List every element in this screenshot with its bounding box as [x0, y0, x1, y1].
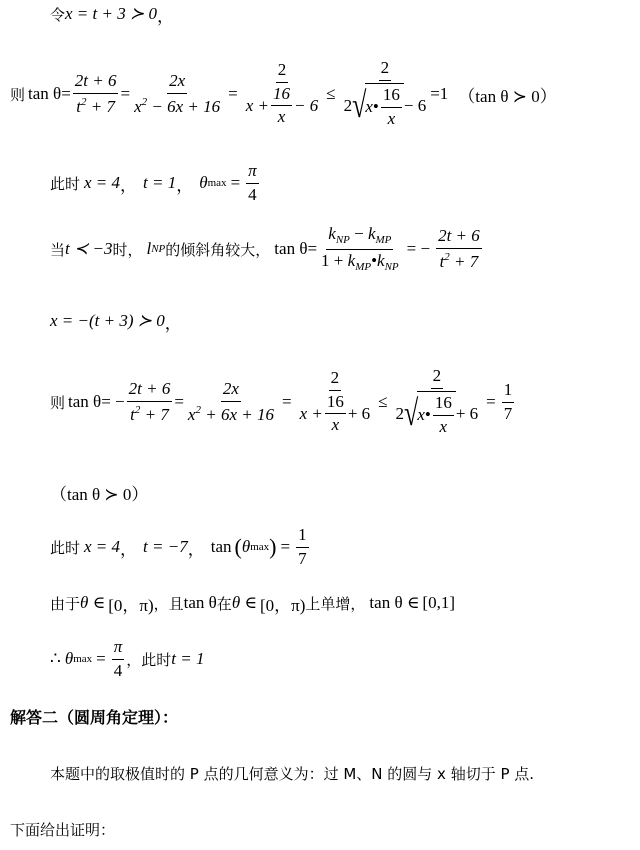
fraction	[244, 61, 321, 127]
numerator: 2	[379, 59, 392, 81]
fraction	[319, 225, 401, 272]
fraction: $\frac{2t + 6}{t^2 + 7}$	[128, 378, 171, 424]
interval: [0，π)	[108, 595, 154, 615]
line-max-result-2: 此时 x = 4 ， t = −7 ， tan ( θ max ) = $\frac{1}{7}$	[50, 524, 307, 568]
condition-note: （tan θ ≻ 0）	[458, 86, 557, 106]
sqrt: √ x • $\frac{16}{x}$	[352, 83, 404, 128]
equals: =	[230, 173, 241, 192]
numerator: 2	[276, 61, 289, 83]
line-case-negative: 当 t ≺ −3 时， l NP 的倾斜角较大， tan θ= $\frac{k_{NP} - k_{MP}}{1 + k_{MP}•k_{NP}}$ = − $\frac{2t + 6}{t^2 + 7}$	[50, 224, 480, 273]
equals: =	[174, 392, 184, 411]
line-conclusion: ∴ θ max = $\frac{\pi}{4}$ ，此时 t = 1	[50, 636, 205, 680]
denominator: $1 + k_{MP}•k_{NP}$	[321, 250, 399, 273]
equals: =	[486, 392, 496, 411]
math-t: t = −7	[143, 537, 188, 556]
text: 的倾斜角较大，	[165, 240, 271, 259]
math-tan: tan θ	[68, 392, 102, 411]
math-l: l	[146, 239, 152, 258]
fraction: $\frac{\pi}{4}$	[248, 160, 257, 204]
math-theta: θ	[199, 173, 208, 192]
text: 当	[50, 240, 66, 259]
punct: ，	[176, 175, 194, 195]
denominator: $t^2 + 7$	[76, 95, 115, 116]
text: 由于	[50, 594, 81, 613]
line-substitution-2	[50, 306, 182, 336]
punct: ，	[120, 539, 138, 559]
footer-text: 下面给出证明：	[10, 820, 116, 839]
less-equal: ≤	[378, 392, 388, 411]
equals: =	[281, 392, 292, 411]
denominator: 2 √ x • $\frac{16}{x}$ − 6	[343, 84, 427, 128]
math-t: t = 1	[143, 173, 177, 192]
math-expr: x = t + 3 ≻ 0	[65, 4, 157, 23]
fraction	[132, 72, 222, 116]
equals-neg: = −	[101, 392, 125, 411]
math-x: x = 4	[84, 173, 121, 192]
math-tan: tan θ	[183, 593, 217, 612]
punct: ，	[187, 539, 205, 559]
math-t: t = 1	[171, 649, 205, 668]
math-expr: x = −(t + 3) ≻ 0	[50, 311, 165, 330]
text: 此时	[50, 538, 81, 557]
interval: [0，π)	[260, 595, 306, 615]
equals: =	[120, 84, 131, 103]
line-condition-note	[50, 478, 148, 506]
line-tan-derivation-2	[50, 356, 516, 448]
math-x: x = 4	[84, 537, 121, 556]
fraction: $\frac{1}{7}$	[503, 379, 513, 423]
result: =1	[430, 84, 449, 103]
fraction: $\frac{\pi}{4}$	[113, 636, 123, 680]
fraction	[73, 72, 119, 116]
equals-neg: = −	[406, 239, 431, 258]
math-tan: tan θ=	[274, 239, 318, 258]
equals: =	[61, 84, 71, 103]
text: 则	[50, 393, 66, 412]
subscript: max	[207, 177, 227, 189]
text: 令	[50, 5, 66, 24]
text: ，且	[153, 594, 184, 613]
equals: =	[96, 649, 106, 668]
line-max-result-1	[50, 158, 261, 208]
punct: ，	[120, 175, 138, 195]
text: 时，	[112, 240, 143, 259]
therefore-symbol: ∴	[50, 649, 61, 668]
line-monotonic	[50, 588, 455, 618]
equals: =	[228, 84, 238, 103]
section-heading: 解答二（圆周角定理）：	[10, 707, 179, 727]
denominator: $x^2 - 6x + 16$	[134, 95, 221, 116]
less-equal: ≤	[326, 84, 336, 103]
punct: ，	[156, 6, 174, 26]
math-theta: θ	[241, 537, 251, 556]
line-substitution	[50, 0, 174, 28]
punct: ，	[164, 313, 182, 333]
denominator: x + $\frac{16}{x}$ − 6	[245, 83, 319, 127]
line-tan-derivation-1	[10, 48, 557, 140]
numerator: 2t + 6	[73, 72, 119, 94]
sqrt: √ x • $\frac{16}{x}$	[404, 391, 456, 436]
fraction: $\frac{2t + 6}{t^2 + 7}$	[438, 225, 480, 271]
math-theta-in: θ ∈	[80, 593, 106, 612]
fraction: 2 x + $\frac{16}{x}$ + 6	[299, 367, 371, 435]
equals: =	[280, 537, 291, 556]
math-tan: tan θ	[28, 84, 62, 103]
text: 在	[216, 594, 232, 613]
numerator: $k_{NP} - k_{MP}$	[326, 225, 393, 249]
math-tan: tan	[210, 537, 232, 556]
math-tan-range: tan θ ∈	[369, 593, 420, 612]
numerator: 2x	[167, 72, 187, 94]
fraction: $\frac{2x}{x^2 + 6x + 16}$	[187, 378, 274, 424]
text: 则	[10, 85, 26, 104]
math-cond: t ≺ −3	[65, 239, 113, 258]
text: ，此时	[126, 650, 172, 669]
text: 上单增，	[305, 594, 366, 613]
fraction: 2 2 √ x • $\frac{16}{x}$ + 6	[395, 366, 479, 436]
paragraph: 本题中的取极值时的 P 点的几何意义为：过 M、N 的圆与 x 轴切于 P 点.	[50, 764, 535, 783]
condition-note: （tan θ ≻ 0）	[50, 484, 149, 504]
range: [0,1]	[422, 593, 455, 612]
text: 此时	[50, 174, 81, 193]
fraction	[342, 59, 429, 128]
fraction: $\frac{1}{7}$	[298, 524, 307, 568]
math-theta-in: θ ∈	[231, 593, 257, 612]
math-theta: θ	[64, 649, 74, 668]
